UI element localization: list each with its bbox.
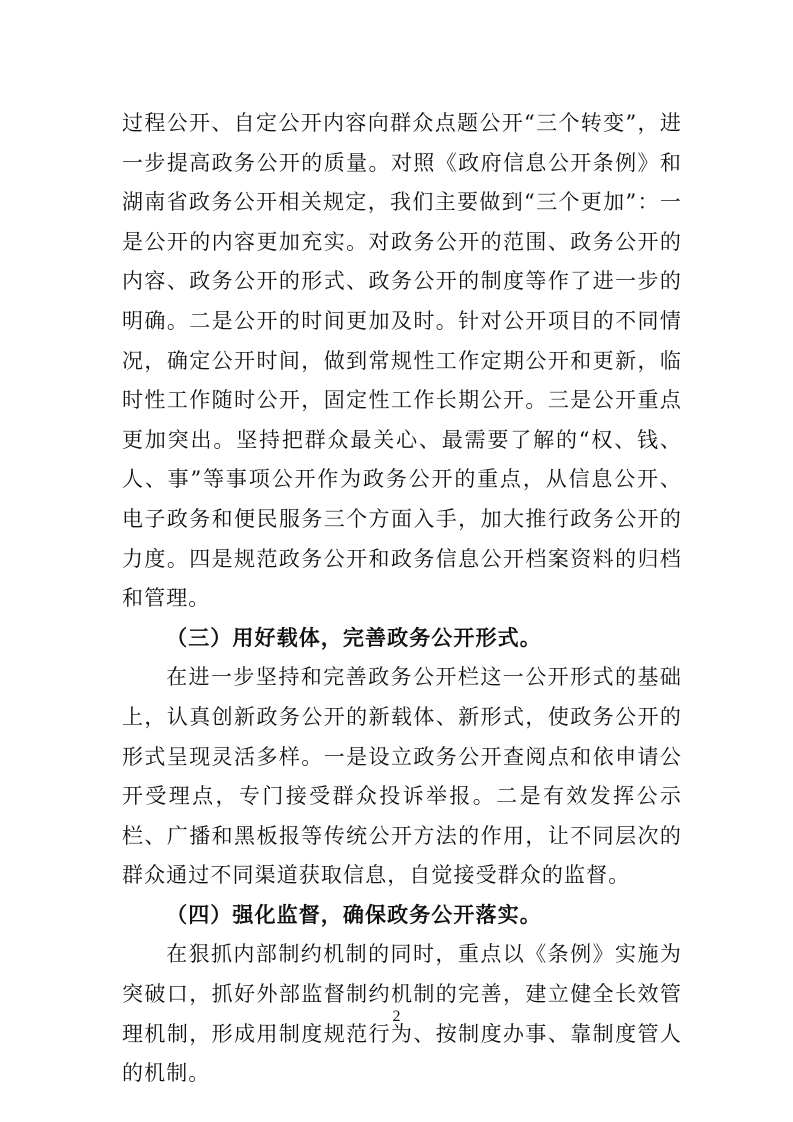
- body-paragraph-supervision: 在狠抓内部制约机制的同时，重点以《条例》实施为突破口，抓好外部监督制约机制的完善，建立健全长效管理机制，形成用制度规范行为、按制度办事、靠制度管人的机制。: [122, 942, 682, 1086]
- body-paragraph-carrier: 在进一步坚持和完善政务公开栏这一公开形式的基础上，认真创新政务公开的新载体、新形式，使政务公开的形式呈现灵活多样。一是设立政务公开查阅点和依申请公开受理点，专门接受群众投诉举报。二是有效发挥公示栏、广播和黑板报等传统公开方法的作用，让不同层次的群众通过不同渠道获取信息，自觉接受群众的监督。: [122, 665, 682, 888]
- page-number: 2: [392, 1008, 401, 1025]
- section-heading-3: （三）用好载体，完善政务公开形式。: [166, 625, 542, 650]
- page-content: [122, 104, 682, 1094]
- section-heading-4: （四）强化监督，确保政务公开落实。: [166, 902, 542, 927]
- body-paragraph-continuation: 过程公开、自定公开内容向群众点题公开“三个转变”，进一步提高政务公开的质量。对照《政府信息公开条例》和湖南省政务公开相关规定，我们主要做到“三个更加”：一是公开的内容更加充实。对政务公开的范围、政务公开的内容、政务公开的形式、政务公开的制度等作了进一步的明确。二是公开的时间更加及时。针对公开项目的不同情况，确定公开时间，做到常规性工作定期公开和更新，临时性工作随时公开，固定性工作长期公开。三是公开重点更加突出。坚持把群众最关心、最需要了解的“权、钱、人、事”等事项公开作为政务公开的重点，从信息公开、电子政务和便民服务三个方面入手，加大推行政务公开的力度。四是规范政务公开和政务信息公开档案资料的归档和管理。: [122, 111, 682, 611]
